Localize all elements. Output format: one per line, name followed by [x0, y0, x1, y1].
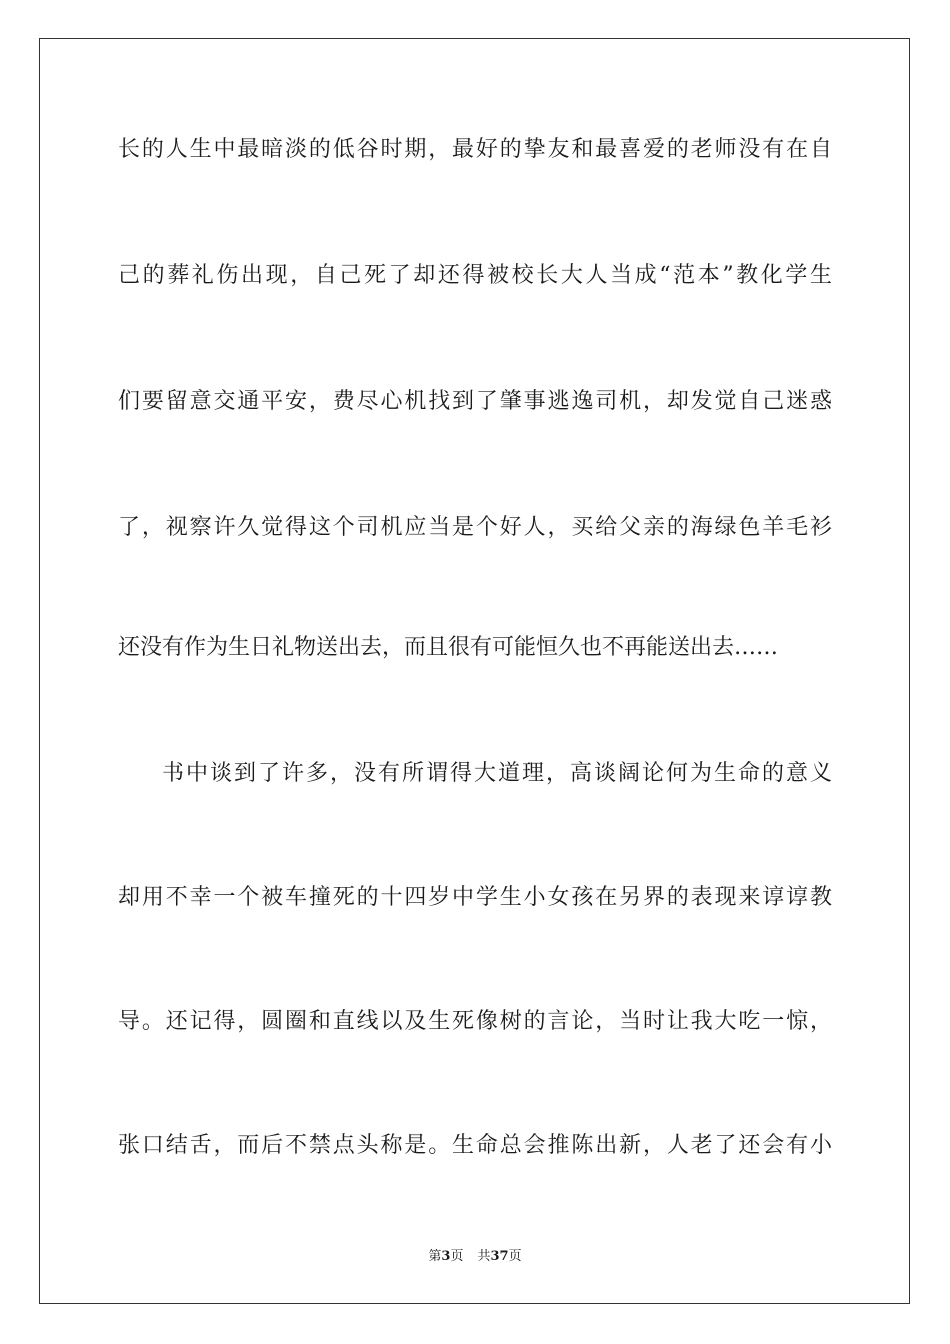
text-line: 还没有作为生日礼物送出去，而且很有可能恒久也不再能送出去……: [118, 635, 779, 660]
text-line: 长的人生中最暗淡的低谷时期，最好的挚友和最喜爱的老师没有在自: [118, 137, 832, 162]
total-prefix: 共: [477, 1249, 491, 1264]
page-prefix: 第: [428, 1249, 442, 1264]
page-number: 3: [441, 1249, 451, 1264]
text-line: 了，视察许久觉得这个司机应当是个好人，买给父亲的海绿色羊毛衫: [118, 515, 832, 540]
page-footer: [0, 1249, 950, 1265]
total-suffix: 页: [508, 1249, 522, 1264]
total-pages: 37: [490, 1249, 509, 1264]
page-suffix: 页: [450, 1249, 464, 1264]
text-line: 导。还记得，圆圈和直线以及生死像树的言论，当时让我大吃一惊，: [118, 1009, 832, 1034]
text-line: 书中谈到了许多，没有所谓得大道理，高谈阔论何为生命的意义: [162, 761, 832, 786]
text-line: 己的葬礼伤出现，自己死了却还得被校长大人当成“范本”教化学生: [118, 263, 832, 288]
text-line: 却用不幸一个被车撞死的十四岁中学生小女孩在另界的表现来谆谆教: [118, 885, 832, 910]
text-line: 们要留意交通平安，费尽心机找到了肇事逃逸司机，却发觉自己迷惑: [118, 389, 832, 414]
page-border: [39, 38, 910, 1304]
text-line: 张口结舌，而后不禁点头称是。生命总会推陈出新，人老了还会有小: [118, 1133, 832, 1158]
